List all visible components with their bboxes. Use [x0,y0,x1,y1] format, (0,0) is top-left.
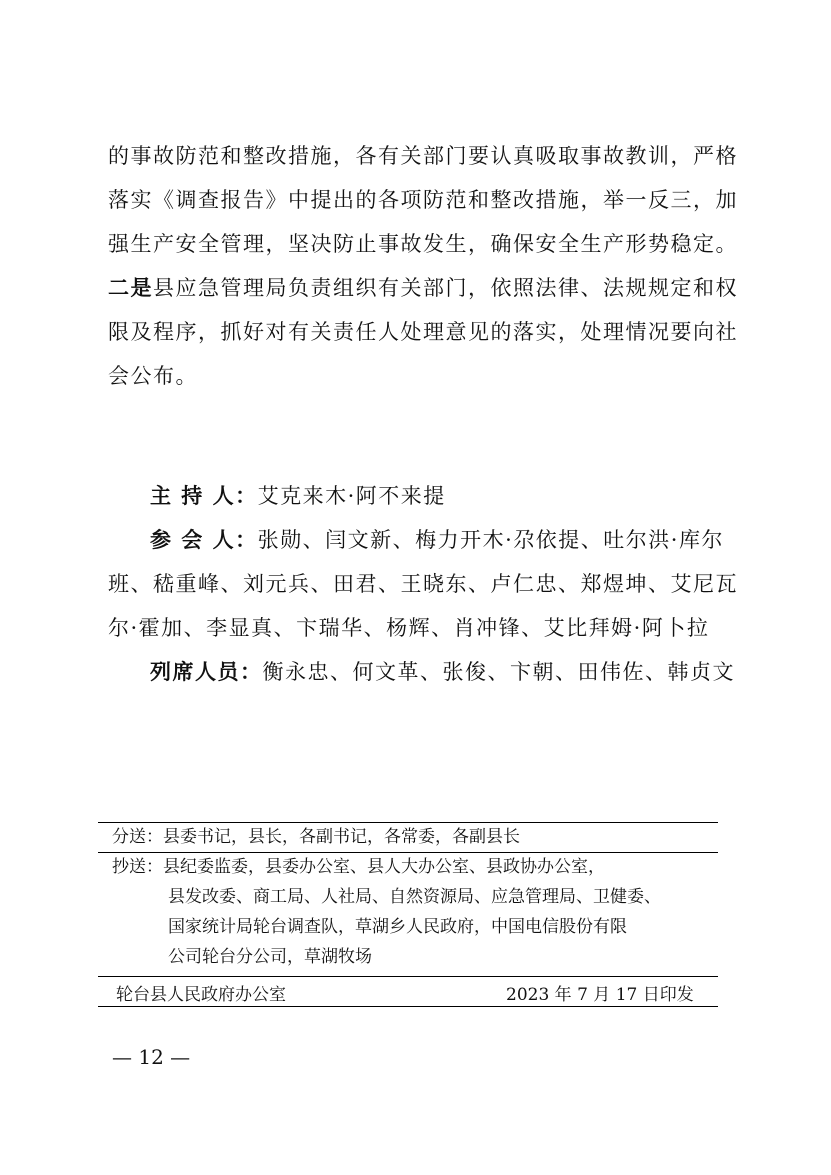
cc-line-3: 国家统计局轮台调查队，草湖乡人民政府，中国电信股份有限 [168,917,627,937]
participants-line-1 [150,518,778,562]
footer-bottom-rule [98,1006,718,1007]
item-two-label: 二是 [108,275,153,300]
issuer-top-rule [98,976,718,977]
host-label: 主 持 人： [150,483,258,508]
cc-label: 抄送： [112,857,163,877]
paragraph-line-2: 落实《调查报告》中提出的各项防范和整改措施，举一反三，加 [108,188,738,212]
item-two-line-1 [108,266,736,310]
item-two-line-2: 限及程序，抓好对有关责任人处理意见的落实，处理情况要向社 [108,320,738,344]
item-two-line-3: 会公布。 [108,364,198,388]
attendees-line [150,650,778,694]
paragraph-line-3: 强生产安全管理，坚决防止事故发生，确保安全生产形势稳定。 [108,232,738,256]
cc-line-1 [112,852,605,882]
attendees-value: 衡永忠、何文革、张俊、卞朝、田伟佐、韩贞文 [262,660,735,684]
host-line [150,474,778,518]
issuer-office: 轮台县人民政府办公室 [116,985,286,1005]
page-number: — 12 — [112,1045,191,1069]
participants-line-3: 尔·霍加、李显真、卞瑞华、杨辉、肖冲锋、艾比拜姆·阿卜拉 [108,616,710,640]
cc-line-4: 公司轮台分公司，草湖牧场 [168,947,372,967]
distribution-line [112,822,520,852]
cc-text-1: 县纪委监委，县委办公室、县人大办公室、县政协办公室， [163,857,605,877]
item-two-text-1: 县应急管理局负责组织有关部门，依照法律、法规规定和权 [153,276,738,300]
cc-line-2: 县发改委、商工局、人社局、自然资源局、应急管理局、卫健委、 [168,887,661,907]
distribution-label: 分送： [112,827,163,847]
attendees-label: 列席人员： [150,659,263,684]
participants-label: 参 会 人： [150,527,258,552]
paragraph-line-1: 的事故防范和整改措施，各有关部门要认真吸取事故教训，严格 [108,144,738,168]
host-value: 艾克来木·阿不来提 [257,484,446,508]
participants-text-1: 张勋、闫文新、梅力开木·尕依提、吐尔洪·库尔 [257,528,724,552]
distribution-value: 县委书记，县长，各副书记，各常委，各副县长 [163,827,520,847]
participants-line-2: 班、嵇重峰、刘元兵、田君、王晓东、卢仁忠、郑煜坤、艾尼瓦 [108,572,738,596]
issue-date: 2023 年 7 月 17 日印发 [506,985,694,1005]
